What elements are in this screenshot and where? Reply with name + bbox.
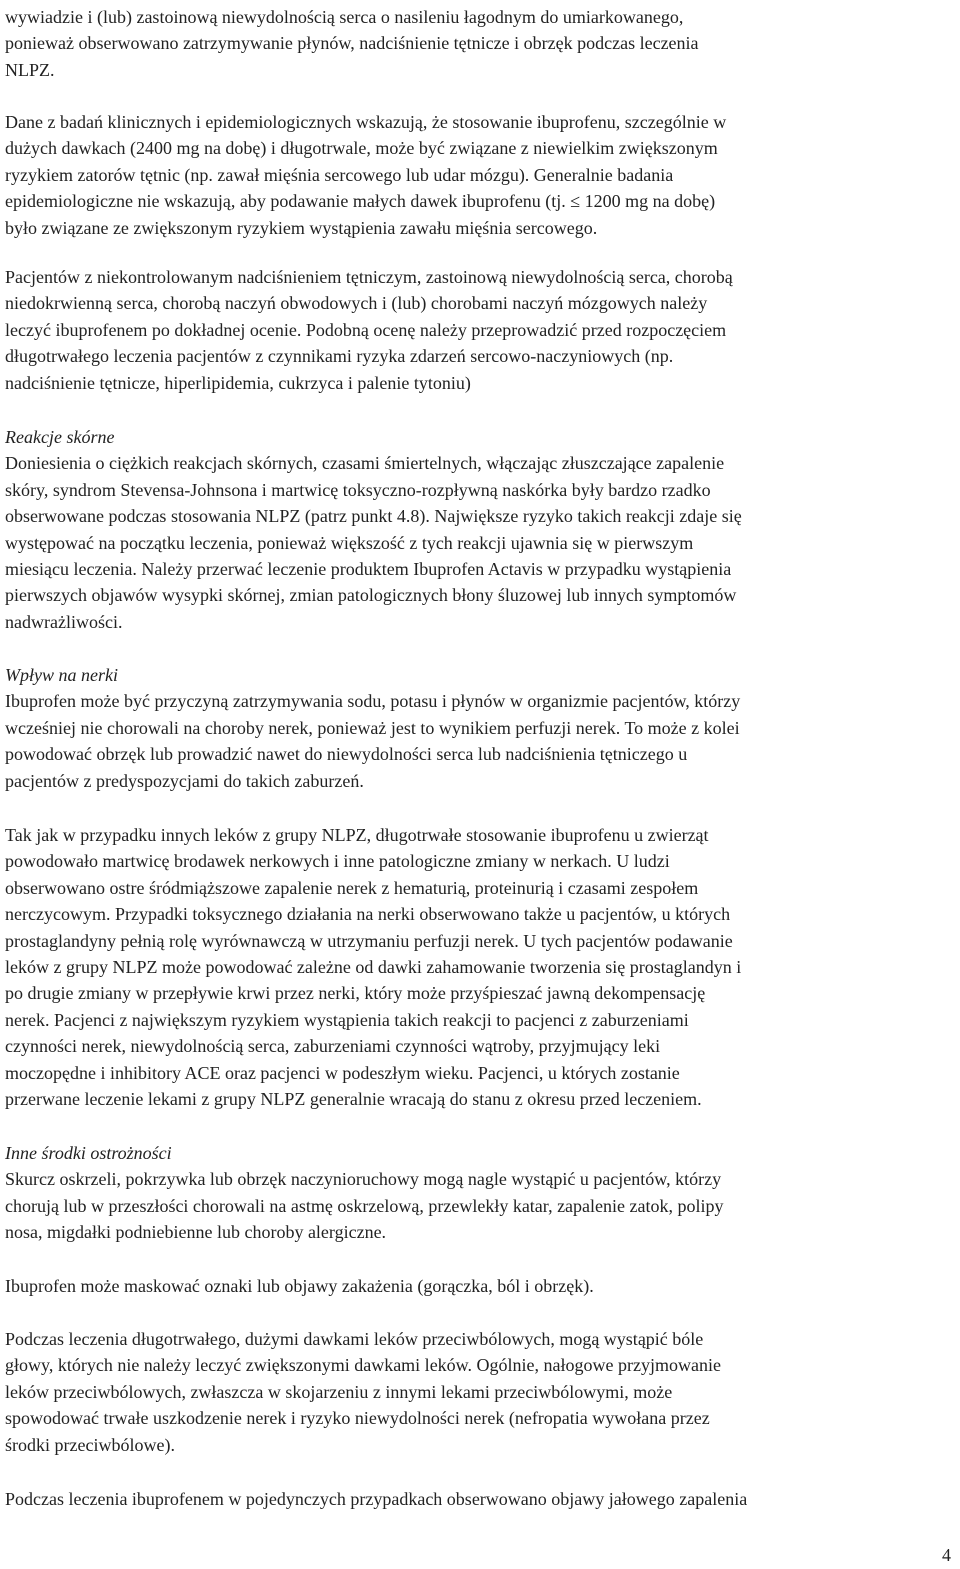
text-line: leków przeciwbólowych, zwłaszcza w skojarzeniu z innymi lekami przeciwbólowymi, może	[5, 1381, 673, 1402]
text-line: obserwowano ostre śródmiąższowe zapalenie nerek z hematurią, proteinurią i czasami zespołem	[5, 877, 699, 898]
text-line: wywiadzie i (lub) zastoinową niewydolnością serca o nasileniu łagodnym do umiarkowanego,	[5, 7, 684, 27]
text-line: pacjentów z predyspozycjami do takich zaburzeń.	[5, 770, 364, 791]
text-line: epidemiologiczne nie wskazują, aby podawanie małych dawek ibuprofenu (tj. ≤ 1200 mg na dobę)	[5, 191, 716, 212]
text-line: Dane z badań klinicznych i epidemiologicznych wskazują, że stosowanie ibuprofenu, szczególnie w	[5, 112, 727, 132]
section-heading: Reakcje skórne	[5, 427, 115, 447]
intro-paragraph	[5, 4, 699, 83]
text-line: występować na początku leczenia, ponieważ większość z tych reakcji ujawnia się w pierwszym	[5, 532, 694, 553]
text-line: przerwane leczenie lekami z grupy NLPZ generalnie wracają do stanu z okresu przed leczeniem.	[5, 1089, 702, 1110]
text-line: Tak jak w przypadku innych leków z grupy NLPZ, długotrwałe stosowanie ibuprofenu u zwierząt	[5, 825, 709, 845]
paragraph-patients	[5, 264, 733, 396]
text-line: spowodować trwałe uszkodzenie nerek i ryzyko niewydolności nerek (nefropatia wywołana przez	[5, 1408, 710, 1429]
text-line: Doniesienia o ciężkich reakcjach skórnych, czasami śmiertelnych, włączając złuszczające zapalenie	[5, 453, 725, 474]
text-line: nerek. Pacjenci z największym ryzykiem wystąpienia takich reakcji to pacjenci z zaburzeniami	[5, 1009, 689, 1030]
text-line: obserwowane podczas stosowania NLPZ (patrz punkt 4.8). Największe ryzyko takich reakcji zdaje się	[5, 506, 742, 527]
text-line: Podczas leczenia ibuprofenem w pojedynczych przypadkach obserwowano objawy jałowego zapalenia	[5, 1489, 748, 1509]
text-line: nerczycowym. Przypadki toksycznego działania na nerki obserwowano także u pacjentów, u których	[5, 904, 731, 925]
page-number: 4	[942, 1545, 951, 1565]
text-line: głowy, których nie należy leczyć zwiększonymi dawkami leków. Ogólnie, nałogowe przyjmowanie	[5, 1355, 721, 1376]
text-line: ponieważ obserwowano zatrzymywanie płynów, nadciśnienie tętnicze i obrzęk podczas leczenia	[5, 33, 699, 54]
text-line: miesiącu leczenia. Należy przerwać leczenie produktem Ibuprofen Actavis w przypadku wystąpienia	[5, 559, 732, 580]
paragraph-long-term-treatment	[5, 1326, 721, 1458]
text-line: dużych dawkach (2400 mg na dobę) i długotrwale, może być związane z niewielkim zwiększonym	[5, 138, 718, 159]
paragraph-masking-infection	[5, 1273, 594, 1299]
paragraph-clinical-data	[5, 109, 726, 241]
text-line: wcześniej nie chorowali na choroby nerek, ponieważ jest to wynikiem perfuzji nerek. To może z kolei	[5, 717, 740, 738]
text-line: czynności nerek, niewydolnością serca, zaburzeniami czynności wątroby, przyjmujący leki	[5, 1036, 661, 1057]
text-line: Skurcz oskrzeli, pokrzywka lub obrzęk naczynioruchowy mogą nagle wystąpić u pacjentów, którzy	[5, 1169, 722, 1190]
text-line: leków z grupy NLPZ może powodować zależne od dawki zahamowanie tworzenia się prostaglandyn i	[5, 957, 742, 978]
text-line: Pacjentów z niekontrolowanym nadciśnieniem tętniczym, zastoinową niewydolnością serca, chorobą	[5, 267, 733, 287]
text-line: było związane ze zwiększonym ryzykiem wystąpienia zawału mięśnia sercowego.	[5, 217, 598, 238]
text-line: prostaglandyny pełnią rolę wyrównawczą w utrzymaniu perfuzji nerek. U tych pacjentów podawanie	[5, 930, 733, 951]
text-line: nadciśnienie tętnicze, hiperlipidemia, cukrzyca i palenie tytoniu)	[5, 372, 471, 393]
text-line: NLPZ.	[5, 59, 55, 80]
text-line: chorują lub w przeszłości chorowali na astmę oskrzelową, przewlekły katar, zapalenie zatok, polipy	[5, 1195, 724, 1216]
paragraph-nsaid-animals	[5, 822, 741, 1112]
text-line: Ibuprofen może maskować oznaki lub objawy zakażenia (gorączka, ból i obrzęk).	[5, 1276, 594, 1296]
text-line: nosa, migdałki podniebienne lub choroby alergiczne.	[5, 1222, 387, 1243]
text-line: skóry, syndrom Stevensa-Johnsona i martwicę toksyczno-rozpływną naskórka były bardzo rzadko	[5, 479, 711, 500]
text-line: moczopędne i inhibitory ACE oraz pacjenci w podeszłym wieku. Pacjenci, u których zostanie	[5, 1062, 680, 1083]
text-line: środki przeciwbólowe).	[5, 1434, 175, 1455]
section-heading: Inne środki ostrożności	[5, 1143, 172, 1163]
text-line: po drugie zmiany w przepływie krwi przez nerki, który może przyśpieszać jawną dekompensację	[5, 983, 706, 1004]
text-line: nadwrażliwości.	[5, 611, 123, 632]
text-line: Podczas leczenia długotrwałego, dużymi dawkami leków przeciwbólowych, mogą wystąpić bóle	[5, 1329, 704, 1349]
section-skin-reactions	[5, 424, 742, 635]
section-kidney-effects	[5, 662, 740, 794]
text-line: powodować obrzęk lub prowadzić nawet do niewydolności serca lub nadciśnienia tętniczego u	[5, 744, 688, 765]
text-line: Ibuprofen może być przyczyną zatrzymywania sodu, potasu i płynów w organizmie pacjentów, którzy	[5, 691, 741, 712]
text-line: ryzykiem zatorów tętnic (np. zawał mięśnia sercowego lub udar mózgu). Generalnie badania	[5, 164, 674, 185]
section-other-precautions	[5, 1140, 724, 1246]
text-line: długotrwałego leczenia pacjentów z czynnikami ryzyka zdarzeń sercowo-naczyniowych (np.	[5, 346, 674, 367]
text-line: leczyć ibuprofenem po dokładnej ocenie. Podobną ocenę należy przeprowadzić przed rozpoczęciem	[5, 319, 727, 340]
paragraph-aseptic-meningitis	[5, 1486, 747, 1512]
section-heading: Wpływ na nerki	[5, 665, 118, 685]
text-line: powodowało martwicę brodawek nerkowych i inne patologiczne zmiany w nerkach. U ludzi	[5, 851, 670, 872]
text-line: niedokrwienną serca, chorobą naczyń obwodowych i (lub) chorobami naczyń mózgowych należy	[5, 293, 708, 314]
text-line: pierwszych objawów wysypki skórnej, zmian patologicznych błony śluzowej lub innych symptomów	[5, 585, 737, 606]
